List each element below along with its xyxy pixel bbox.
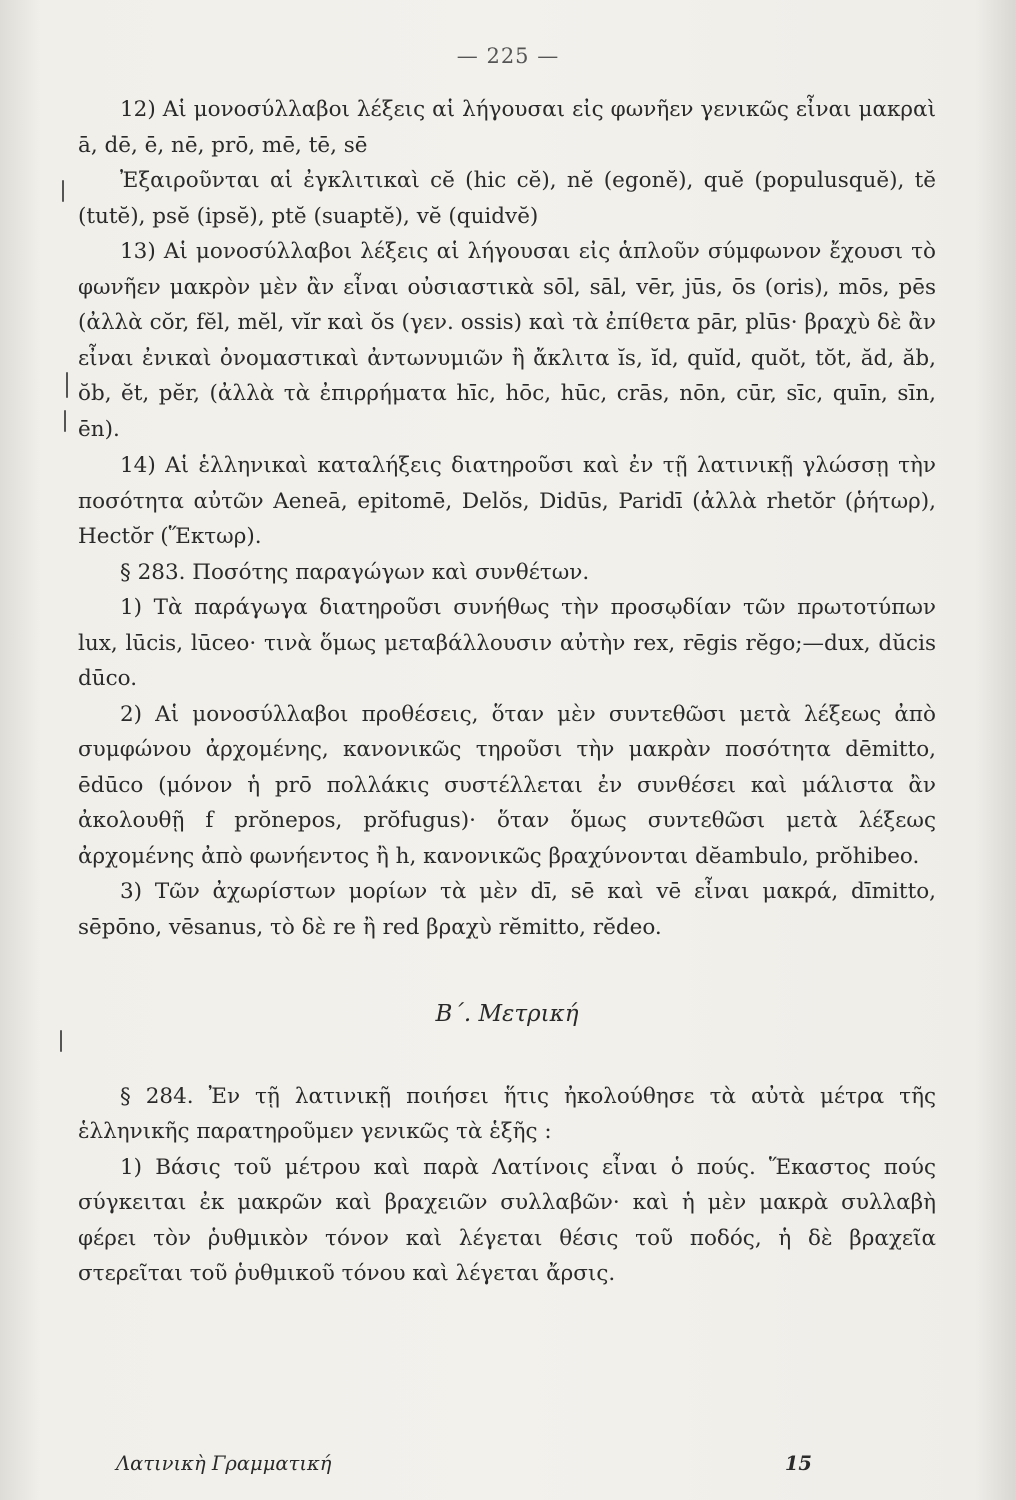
- page-number: — 225 —: [456, 44, 560, 68]
- margin-mark: [64, 410, 66, 432]
- paragraph-rule-13: 13) Αἱ μονοσύλλαβοι λέξεις αἱ λήγουσαι εἰς ἁπλοῦν σύμφωνον ἔχουσι τὸ φωνῆεν μακρὸν μὲν ἂν εἶναι οὐσιαστικὰ sōl, sāl, vēr, jūs, ōs (oris), mōs, pēs (ἀλλὰ cŏr, fĕl, mĕl, vĭr καὶ ŏs (γεν. ossis) καὶ τὰ ἐπίθετα pār, plūs· βραχὺ δὲ ἂν εἶναι ἐνικαὶ ὀνομαστικαὶ ἀντωνυμιῶν ἢ ἄκλιτα ĭs, ĭd, quĭd, quŏt, tŏt, ăd, ăb, ŏb, ĕt, pĕr, (ἀλλὰ τὰ ἐπιρρήματα hīc, hōc, hūc, crās, nōn, cūr, sīc, quīn, sīn, ēn).: [78, 239, 936, 442]
- footer-sheet-number: 15: [784, 1452, 812, 1475]
- section-284-intro: § 284. Ἐν τῇ λατινικῇ ποιήσει ἥτις ἠκολούθησε τὰ αὐτὰ μέτρα τῆς ἑλληνικῆς παρατηροῦμεν γενικῶς τὰ ἑξῆς :: [78, 1083, 936, 1144]
- paragraph-283-1: 1) Τὰ παράγωγα διατηροῦσι συνήθως τὴν προσῳδίαν τῶν πρωτοτύπων lux, lūcis, lūceo· τινὰ ὅμως μεταβάλλουσιν αὐτὴν rex, rēgis rĕgo;—dux, dŭcis dūco.: [78, 595, 936, 691]
- margin-mark: [66, 372, 68, 398]
- body-text: [78, 92, 936, 1292]
- paragraph-rule-12: 12) Αἱ μονοσύλλαβοι λέξεις αἱ λήγουσαι εἰς φωνῆεν γενικῶς εἶναι μακραὶ ā, dē, ē, nē, prō, mē, tē, sē: [78, 97, 936, 158]
- paragraph-283-3: 3) Τῶν ἀχωρίστων μορίων τὰ μὲν dī, sē καὶ vē εἶναι μακρά, dīmitto, sēpōno, vēsanus, τὸ δὲ re ἢ red βραχὺ rĕmitto, rĕdeo.: [78, 879, 936, 940]
- footer-signature: Λατινικὴ Γραμματική: [116, 1452, 332, 1475]
- paragraph-283-2: 2) Αἱ μονοσύλλαβοι προθέσεις, ὅταν μὲν συντεθῶσι μετὰ λέξεως ἀπὸ συμφώνου ἀρχομένης, κανονικῶς τηροῦσι τὴν μακρὰν ποσότητα dēmitto, ēdūco (μόνον ἡ prō πολλάκις συστέλλεται ἐν συνθέσει καὶ μάλιστα ἂν ἀκολουθῇ f prŏnepos, prŏfugus)· ὅταν ὅμως συντεθῶσι μετὰ λέξεως ἀρχομένης ἀπὸ φωνήεντος ἢ h, κανονικῶς βραχύνονται dĕambulo, prŏhibeo.: [78, 701, 936, 869]
- margin-mark: [62, 180, 64, 202]
- section-heading-metrics: Β΄. Μετρική: [435, 1001, 579, 1027]
- margin-mark: [60, 1030, 62, 1052]
- section-283-heading: § 283. Ποσότης παραγώγων καὶ συνθέτων.: [120, 559, 590, 585]
- paragraph-284-1: 1) Βάσις τοῦ μέτρου καὶ παρὰ Λατίνοις εἶναι ὁ πούς. Ἕκαστος πούς σύγκειται ἐκ μακρῶν καὶ βραχειῶν συλλαβῶν· καὶ ἡ μὲν μακρὰ συλλαβὴ φέρει τὸν ῥυθμικὸν τόνον καὶ λέγεται θέσις τοῦ ποδός, ἡ δὲ βραχεῖα στερεῖται τοῦ ῥυθμικοῦ τόνου καὶ λέγεται ἄρσις.: [78, 1154, 936, 1286]
- paragraph-rule-14: 14) Αἱ ἑλληνικαὶ καταλήξεις διατηροῦσι καὶ ἐν τῇ λατινικῇ γλώσσῃ τὴν ποσότητα αὐτῶν Aeneā, epitomē, Delŏs, Didūs, Paridī (ἀλλὰ rhetŏr (ῥήτωρ), Hectŏr (Ἕκτωρ).: [78, 453, 936, 549]
- paragraph-rule-12-exceptions: Ἐξαιροῦνται αἱ ἐγκλιτικαὶ cĕ (hic cĕ), nĕ (egonĕ), quĕ (populusquĕ), tĕ (tutĕ), psĕ (ipsĕ), ptĕ (suaptĕ), vĕ (quidvĕ): [78, 168, 936, 229]
